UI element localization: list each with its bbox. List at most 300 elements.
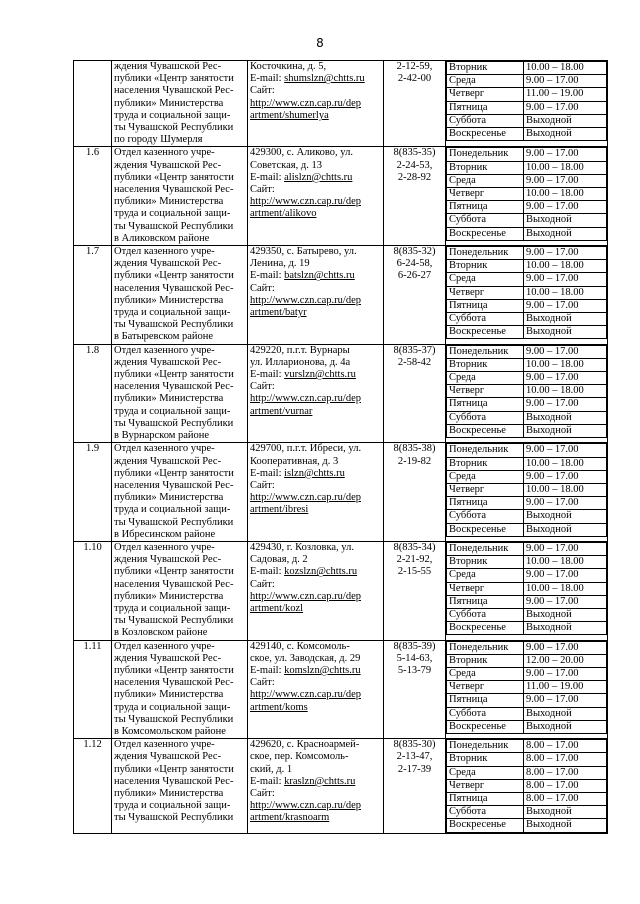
table-row (74, 147, 608, 246)
phone-line: 5-13-79 (397, 664, 432, 676)
email-link[interactable]: islzn@chtts.ru (284, 467, 345, 479)
row-number: 1.9 (74, 443, 112, 542)
work-schedule (446, 344, 608, 443)
schedule-row (447, 273, 607, 286)
schedule-hours: Выходной (524, 227, 607, 240)
office-name-line: публики» Министерства (114, 294, 224, 306)
office-name-line: в Комсомольском районе (114, 725, 226, 737)
phone-line: 2-28-92 (397, 171, 432, 183)
office-name-line: публики «Центр занятости (114, 763, 234, 775)
office-name (112, 640, 248, 739)
address-line: 429350, с. Батырево, ул. (250, 246, 357, 258)
website-link[interactable]: artment/batyr (250, 307, 307, 319)
address-line: 429300, с. Аликово, ул. (250, 147, 353, 159)
website-link[interactable]: http://www.czn.cap.ru/dep (250, 196, 361, 208)
office-name-line: населения Чувашской Рес- (114, 184, 234, 196)
schedule-hours: 9.00 – 17.00 (524, 595, 607, 608)
schedule-row (447, 201, 607, 214)
office-name-line: публики» Министерства (114, 97, 224, 109)
schedule-hours: 12.00 – 20.00 (524, 654, 607, 667)
site-label: Сайт: (250, 184, 275, 196)
table-row (74, 640, 608, 739)
schedule-row (447, 792, 607, 805)
schedule-day: Четверг (447, 385, 524, 398)
phone-numbers (384, 344, 446, 443)
schedule-row (447, 523, 607, 536)
office-name-line: населения Чувашской Рес- (114, 677, 234, 689)
row-number: 1.10 (74, 541, 112, 640)
schedule-hours: 10.00 – 18.00 (524, 385, 607, 398)
schedule-row (447, 75, 607, 88)
schedule-table (446, 739, 607, 832)
schedule-day: Четверг (447, 286, 524, 299)
schedule-row (447, 101, 607, 114)
phone-line: 2-24-53, (396, 159, 433, 171)
phone-line: 2-42-00 (397, 73, 432, 85)
schedule-row (447, 542, 607, 555)
address-line: 429620, с. Красноармей- (250, 739, 360, 751)
schedule-hours: Выходной (524, 819, 607, 832)
schedule-day: Воскресенье (447, 424, 524, 437)
site-label: Сайт: (250, 282, 275, 294)
office-name-line: Отдел казенного учре- (114, 147, 215, 159)
office-name-line: ты Чувашской Республики (114, 319, 234, 331)
schedule-row (447, 569, 607, 582)
schedule-hours: Выходной (524, 523, 607, 536)
schedule-hours: 9.00 – 17.00 (524, 667, 607, 680)
schedule-row (447, 398, 607, 411)
schedule-hours: 9.00 – 17.00 (524, 470, 607, 483)
website-link[interactable]: http://www.czn.cap.ru/dep (250, 492, 361, 504)
website-link[interactable]: http://www.czn.cap.ru/dep (250, 689, 361, 701)
office-name-line: Отдел казенного учре- (114, 541, 215, 553)
schedule-row (447, 161, 607, 174)
phone-numbers (384, 61, 446, 147)
schedule-hours: 10.00 – 18.00 (524, 358, 607, 371)
office-contacts (248, 61, 384, 147)
website-link[interactable]: artment/vurnar (250, 405, 313, 417)
schedule-day: Воскресенье (447, 128, 524, 141)
schedule-day: Понедельник (447, 247, 524, 260)
website-link[interactable]: artment/kozl (250, 602, 304, 614)
schedule-hours: Выходной (524, 707, 607, 720)
schedule-row (447, 286, 607, 299)
office-name-line: в Ибресинском районе (114, 528, 216, 540)
schedule-day: Воскресенье (447, 523, 524, 536)
website-link[interactable]: artment/ibresi (250, 504, 309, 516)
schedule-row (447, 114, 607, 127)
row-number: 1.8 (74, 344, 112, 443)
website-link[interactable]: artment/shumerlya (250, 109, 329, 121)
schedule-day: Суббота (447, 707, 524, 720)
schedule-hours: 8.00 – 17.00 (524, 779, 607, 792)
schedule-row (447, 779, 607, 792)
email-label: E-mail: (250, 270, 282, 282)
office-name-line: публики» Министерства (114, 689, 224, 701)
office-name-line: публики «Центр занятости (114, 467, 234, 479)
schedule-hours: 9.00 – 17.00 (524, 345, 607, 358)
schedule-day: Понедельник (447, 641, 524, 654)
schedule-hours: 9.00 – 17.00 (524, 398, 607, 411)
schedule-row (447, 608, 607, 621)
office-name-line: ждения Чувашской Рес- (114, 652, 222, 664)
office-name-line: Отдел казенного учре- (114, 246, 215, 258)
schedule-hours: 8.00 – 17.00 (524, 792, 607, 805)
website-link[interactable]: http://www.czn.cap.ru/dep (250, 800, 361, 812)
schedule-row (447, 247, 607, 260)
office-name-line: труда и социальной защи- (114, 504, 231, 516)
schedule-day: Понедельник (447, 345, 524, 358)
schedule-day: Вторник (447, 161, 524, 174)
email-line (250, 73, 381, 85)
work-schedule (446, 739, 608, 833)
schedule-row (447, 299, 607, 312)
email-line (250, 270, 381, 282)
page-number: 8 (316, 36, 324, 50)
schedule-hours: 9.00 – 17.00 (524, 148, 607, 161)
address-line: 429430, г. Козловка, ул. (250, 541, 354, 553)
address-line: ское, ул. Заводская, д. 29 (250, 652, 361, 664)
schedule-hours: 8.00 – 17.00 (524, 753, 607, 766)
website-link[interactable]: http://www.czn.cap.ru/dep (250, 393, 361, 405)
schedule-day: Среда (447, 470, 524, 483)
phone-line: 6-24-58, (396, 258, 433, 270)
email-line (250, 665, 381, 677)
office-name-line: публики «Центр занятости (114, 73, 234, 85)
phone-numbers (384, 541, 446, 640)
office-contacts (248, 147, 384, 246)
office-name-line: публики «Центр занятости (114, 171, 234, 183)
schedule-row (447, 372, 607, 385)
email-link[interactable]: kozslzn@chtts.ru (284, 566, 358, 578)
phone-line: 6-26-27 (397, 270, 432, 282)
schedule-hours: 9.00 – 17.00 (524, 299, 607, 312)
schedule-day: Воскресенье (447, 720, 524, 733)
schedule-table (446, 147, 607, 240)
schedule-day: Четверг (447, 582, 524, 595)
office-name-line: в Аликовском районе (114, 232, 210, 244)
website-link[interactable]: http://www.czn.cap.ru/dep (250, 590, 361, 602)
email-line (250, 566, 381, 578)
schedule-hours: 9.00 – 17.00 (524, 569, 607, 582)
phone-numbers (384, 739, 446, 833)
schedule-row (447, 510, 607, 523)
schedule-row (447, 720, 607, 733)
schedule-row (447, 667, 607, 680)
phone-line: 2-58-42 (397, 356, 432, 368)
email-label: E-mail: (250, 171, 282, 183)
schedule-day: Понедельник (447, 542, 524, 555)
schedule-hours: Выходной (524, 510, 607, 523)
office-name-line: публики «Центр занятости (114, 664, 234, 676)
address-line: Советская, д. 13 (250, 159, 322, 171)
office-name-line: ждения Чувашской Рес- (114, 455, 222, 467)
work-schedule (446, 147, 608, 246)
website-link[interactable]: http://www.czn.cap.ru/dep (250, 294, 361, 306)
office-name-line: публики» Министерства (114, 492, 224, 504)
office-name-line: Отдел казенного учре- (114, 443, 215, 455)
office-name-line: населения Чувашской Рес- (114, 282, 234, 294)
schedule-hours: Выходной (524, 424, 607, 437)
office-name-line: ты Чувашской Республики (114, 812, 234, 824)
website-link[interactable]: http://www.czn.cap.ru/dep (250, 97, 361, 109)
schedule-day: Среда (447, 174, 524, 187)
schedule-row (447, 358, 607, 371)
office-contacts (248, 246, 384, 345)
office-name-line: населения Чувашской Рес- (114, 578, 234, 590)
office-name-line: публики «Центр занятости (114, 369, 234, 381)
phone-line: 2-13-47, (396, 751, 433, 763)
office-name-line: публики «Центр занятости (114, 270, 234, 282)
phone-line: 8(835-37) (393, 344, 436, 356)
office-name-line: труда и социальной защи- (114, 602, 231, 614)
schedule-row (447, 188, 607, 201)
schedule-hours: 9.00 – 17.00 (524, 372, 607, 385)
office-name-line: ждения Чувашской Рес- (114, 61, 222, 72)
address-line: 429140, с. Комсомоль- (250, 640, 350, 652)
schedule-day: Суббота (447, 411, 524, 424)
office-name-line: ты Чувашской Республики (114, 615, 234, 627)
schedule-hours: Выходной (524, 806, 607, 819)
schedule-row (447, 806, 607, 819)
address-line: Садовая, д. 2 (250, 554, 308, 566)
email-label: E-mail: (250, 467, 282, 479)
site-label: Сайт: (250, 578, 275, 590)
office-name-line: труда и социальной защи- (114, 307, 231, 319)
email-link[interactable]: kraslzn@chtts.ru (284, 775, 356, 787)
office-name-line: труда и социальной защи- (114, 208, 231, 220)
office-name-line: населения Чувашской Рес- (114, 775, 234, 787)
schedule-hours: 9.00 – 17.00 (524, 694, 607, 707)
schedule-table (446, 542, 607, 635)
schedule-hours: 10.00 – 18.00 (524, 483, 607, 496)
site-label: Сайт: (250, 677, 275, 689)
table-row (74, 246, 608, 345)
office-name-line: труда и социальной защи- (114, 800, 231, 812)
schedule-day: Пятница (447, 497, 524, 510)
office-name (112, 541, 248, 640)
address-line: ский, д. 1 (250, 763, 293, 775)
site-label: Сайт: (250, 381, 275, 393)
schedule-hours: Выходной (524, 622, 607, 635)
office-name (112, 246, 248, 345)
phone-line: 8(835-34) (393, 541, 436, 553)
schedule-table (446, 641, 607, 734)
schedule-day: Среда (447, 372, 524, 385)
office-name (112, 61, 248, 147)
schedule-row (447, 497, 607, 510)
schedule-row (447, 326, 607, 339)
schedule-hours: Выходной (524, 326, 607, 339)
schedule-row (447, 385, 607, 398)
office-contacts (248, 541, 384, 640)
table-row (74, 61, 608, 147)
schedule-row (447, 227, 607, 240)
work-schedule (446, 246, 608, 345)
office-name-line: Отдел казенного учре- (114, 344, 215, 356)
schedule-day: Воскресенье (447, 622, 524, 635)
office-name-line: публики» Министерства (114, 787, 224, 799)
schedule-hours: 10.00 – 18.00 (524, 260, 607, 273)
schedule-row (447, 654, 607, 667)
office-name (112, 344, 248, 443)
schedule-hours: 9.00 – 17.00 (524, 444, 607, 457)
office-contacts (248, 344, 384, 443)
office-name-line: ждения Чувашской Рес- (114, 258, 222, 270)
phone-line: 2-21-92, (396, 554, 433, 566)
email-link[interactable]: batslzn@chtts.ru (284, 270, 355, 282)
row-number (74, 61, 112, 147)
office-name-line: ты Чувашской Республики (114, 713, 234, 725)
schedule-hours: Выходной (524, 608, 607, 621)
schedule-row (447, 260, 607, 273)
schedule-day: Суббота (447, 510, 524, 523)
email-link[interactable]: komslzn@chtts.ru (284, 664, 361, 676)
schedule-day: Суббота (447, 214, 524, 227)
phone-line: 2-19-82 (397, 455, 432, 467)
schedule-row (447, 483, 607, 496)
address-line: ское, пер. Комсомоль- (250, 751, 349, 763)
phone-numbers (384, 147, 446, 246)
schedule-hours: 9.00 – 17.00 (524, 497, 607, 510)
schedule-day: Четверг (447, 681, 524, 694)
email-line (250, 776, 381, 788)
schedule-hours: Выходной (524, 128, 607, 141)
office-name (112, 739, 248, 833)
schedule-day: Пятница (447, 101, 524, 114)
schedule-day: Понедельник (447, 444, 524, 457)
office-contacts (248, 739, 384, 833)
phone-numbers (384, 246, 446, 345)
schedule-day: Воскресенье (447, 326, 524, 339)
schedule-row (447, 214, 607, 227)
schedule-hours: 9.00 – 17.00 (524, 101, 607, 114)
schedule-day: Воскресенье (447, 227, 524, 240)
schedule-day: Среда (447, 667, 524, 680)
schedule-row (447, 753, 607, 766)
schedule-row (447, 313, 607, 326)
phone-line: 8(835-38) (393, 443, 436, 455)
email-link[interactable]: vurslzn@chtts.ru (284, 369, 356, 381)
schedule-hours: 9.00 – 17.00 (524, 273, 607, 286)
schedule-hours: Выходной (524, 720, 607, 733)
work-schedule (446, 640, 608, 739)
schedule-day: Пятница (447, 201, 524, 214)
schedule-row (447, 766, 607, 779)
schedule-row (447, 345, 607, 358)
schedule-day: Суббота (447, 313, 524, 326)
office-name-line: населения Чувашской Рес- (114, 381, 234, 393)
work-schedule (446, 541, 608, 640)
office-name-line: публики» Министерства (114, 590, 224, 602)
email-link[interactable]: alislzn@chtts.ru (284, 171, 353, 183)
email-link[interactable]: shumslzn@chtts.ru (284, 73, 365, 85)
schedule-row (447, 556, 607, 569)
office-name-line: в Козловском районе (114, 627, 208, 639)
office-name-line: Отдел казенного учре- (114, 640, 215, 652)
office-name-line: публики» Министерства (114, 393, 224, 405)
schedule-day: Среда (447, 75, 524, 88)
address-line: Кооперативная, д. 3 (250, 455, 339, 467)
office-name (112, 443, 248, 542)
schedule-row (447, 694, 607, 707)
row-number: 1.11 (74, 640, 112, 739)
phone-line: 2-17-39 (397, 763, 432, 775)
work-schedule (446, 61, 608, 147)
address-line: ул. Илларионова, д. 4а (250, 356, 351, 368)
email-label: E-mail: (250, 73, 282, 85)
email-line (250, 172, 381, 184)
schedule-day: Пятница (447, 595, 524, 608)
table-row (74, 739, 608, 833)
website-link[interactable]: artment/krasnoarm (250, 812, 330, 824)
schedule-row (447, 707, 607, 720)
schedule-day: Среда (447, 273, 524, 286)
table-row (74, 443, 608, 542)
schedule-hours: Выходной (524, 411, 607, 424)
schedule-hours: 10.00 – 18.00 (524, 286, 607, 299)
schedule-hours: 10.00 – 18.00 (524, 457, 607, 470)
schedule-row (447, 174, 607, 187)
website-link[interactable]: artment/alikovo (250, 208, 317, 220)
phone-numbers (384, 443, 446, 542)
schedule-row (447, 457, 607, 470)
schedule-hours: Выходной (524, 114, 607, 127)
schedule-row (447, 582, 607, 595)
schedule-hours: 9.00 – 17.00 (524, 174, 607, 187)
schedule-table (446, 345, 607, 438)
schedule-hours: 10.00 – 18.00 (524, 556, 607, 569)
site-label: Сайт: (250, 85, 275, 97)
phone-line: 2-12-59, (396, 61, 433, 72)
site-label: Сайт: (250, 787, 275, 799)
schedule-day: Среда (447, 766, 524, 779)
schedule-row (447, 819, 607, 832)
office-name-line: ждения Чувашской Рес- (114, 751, 222, 763)
schedule-day: Суббота (447, 608, 524, 621)
phone-line: 8(835-35) (393, 147, 436, 159)
schedule-hours: 9.00 – 17.00 (524, 201, 607, 214)
email-line (250, 369, 381, 381)
office-name-line: ждения Чувашской Рес- (114, 356, 222, 368)
schedule-day: Понедельник (447, 148, 524, 161)
office-name-line: ты Чувашской Республики (114, 516, 234, 528)
schedule-hours: 9.00 – 17.00 (524, 75, 607, 88)
schedule-row (447, 470, 607, 483)
schedule-day: Суббота (447, 806, 524, 819)
schedule-day: Среда (447, 569, 524, 582)
office-name-line: ты Чувашской Республики (114, 417, 234, 429)
schedule-day: Вторник (447, 358, 524, 371)
schedule-day: Вторник (447, 753, 524, 766)
office-name-line: в Батыревском районе (114, 331, 214, 343)
work-schedule (446, 443, 608, 542)
office-name-line: Отдел казенного учре- (114, 739, 215, 751)
website-link[interactable]: artment/koms (250, 701, 308, 713)
email-label: E-mail: (250, 664, 282, 676)
office-name-line: труда и социальной защи- (114, 109, 231, 121)
schedule-hours: 10.00 – 18.00 (524, 62, 607, 75)
office-contacts (248, 640, 384, 739)
schedule-day: Вторник (447, 62, 524, 75)
schedule-day: Четверг (447, 779, 524, 792)
office-name-line: труда и социальной защи- (114, 701, 231, 713)
schedule-hours: 9.00 – 17.00 (524, 247, 607, 260)
table-row (74, 344, 608, 443)
schedule-hours: 10.00 – 18.00 (524, 161, 607, 174)
schedule-day: Четверг (447, 88, 524, 101)
office-name-line: ты Чувашской Республики (114, 122, 234, 134)
